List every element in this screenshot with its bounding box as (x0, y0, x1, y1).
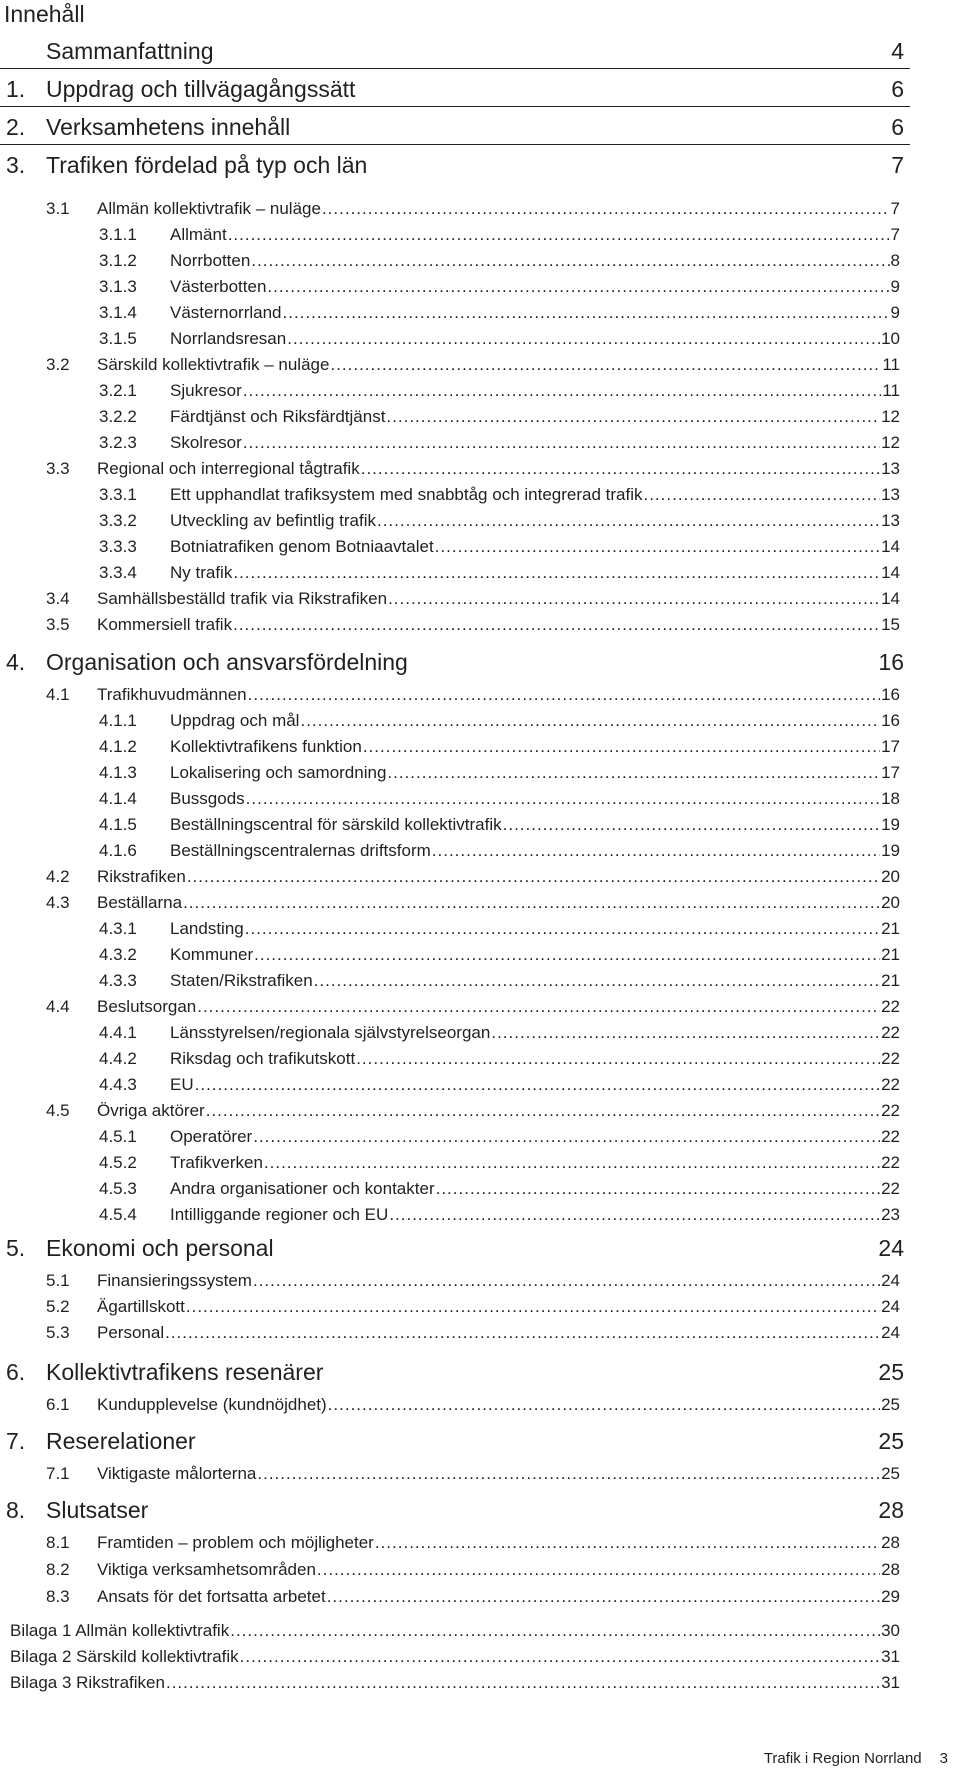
toc-section-entry[interactable] (99, 1023, 900, 1043)
toc-section-entry[interactable] (99, 329, 900, 349)
toc-dot-leader (322, 199, 890, 219)
toc-dot-leader (327, 1587, 880, 1607)
toc-entry-number: 5.2 (46, 1297, 70, 1316)
toc-entry-page: 31 (881, 1673, 900, 1692)
toc-entry-page: 10 (881, 329, 900, 348)
toc-dot-leader (233, 563, 880, 583)
toc-entry-title: Sjukresor (170, 381, 242, 400)
toc-entry-number: 4.4.1 (99, 1023, 137, 1042)
toc-entry-number: 4.1.5 (99, 815, 137, 834)
toc-appendix-entry[interactable] (10, 1673, 900, 1693)
toc-dot-leader (314, 971, 880, 991)
toc-section-entry[interactable] (46, 997, 900, 1017)
toc-section-entry[interactable] (46, 1323, 900, 1343)
toc-entry-title: Bilaga 3 Rikstrafiken (10, 1673, 165, 1692)
toc-entry-page: 21 (881, 919, 900, 938)
toc-entry-title: Färdtjänst och Riksfärdtjänst (170, 407, 386, 426)
toc-section-entry[interactable] (46, 459, 900, 479)
toc-entry-title: Regional och interregional tågtrafik (97, 459, 360, 478)
toc-entry-number: 4.5.2 (99, 1153, 137, 1172)
toc-dot-leader (491, 1023, 880, 1043)
toc-entry-title: Viktiga verksamhetsområden (97, 1560, 316, 1579)
toc-entry-title: Länsstyrelsen/regionala självstyrelseorgan (170, 1023, 491, 1042)
toc-chapter-entry[interactable] (6, 76, 904, 103)
toc-entry-title: Samhällsbeställd trafik via Rikstrafiken (97, 589, 388, 608)
toc-section-entry[interactable] (99, 841, 900, 861)
toc-entry-page: 25 (878, 1359, 904, 1385)
toc-entry-title: Norrbotten (170, 251, 251, 270)
toc-entry-page: 13 (881, 485, 900, 504)
toc-entry-title: Staten/Rikstrafiken (170, 971, 313, 990)
toc-dot-leader (243, 381, 882, 401)
toc-entry-title: Andra organisationer och kontakter (170, 1179, 435, 1198)
toc-entry-title: EU (170, 1075, 194, 1094)
toc-entry-number: 8.2 (46, 1560, 70, 1579)
toc-dot-leader (363, 737, 880, 757)
toc-entry-number: 5.3 (46, 1323, 70, 1342)
toc-entry-page: 20 (881, 893, 900, 912)
toc-entry-page: 7 (890, 199, 900, 218)
toc-chapter-entry[interactable] (6, 649, 904, 676)
toc-section-entry[interactable] (99, 789, 900, 809)
toc-entry-page: 7 (891, 152, 904, 178)
toc-entry-title: Verksamhetens innehåll (46, 114, 291, 140)
toc-entry-page: 19 (881, 841, 900, 860)
toc-dot-leader (186, 1297, 880, 1317)
toc-dot-leader (166, 1673, 880, 1693)
toc-entry-number: 3.1 (46, 199, 70, 218)
toc-entry-number: 4.3.2 (99, 945, 137, 964)
toc-entry-page: 11 (882, 355, 900, 374)
toc-entry-title: Uppdrag och mål (170, 711, 300, 730)
toc-dot-leader (432, 841, 880, 861)
toc-entry-number: 4.4.2 (99, 1049, 137, 1068)
footer-text: Trafik i Region Norrland (763, 1750, 922, 1767)
toc-entry-title: Utveckling av befintlig trafik (170, 511, 376, 530)
toc-entry-title: Riksdag och trafikutskott (170, 1049, 356, 1068)
toc-entry-page: 14 (881, 589, 900, 608)
toc-dot-leader (257, 1464, 880, 1484)
toc-entry-number: 3.1.3 (99, 277, 137, 296)
toc-entry-number: 4.1 (46, 685, 70, 704)
toc-entry-number: 4.4.3 (99, 1075, 137, 1094)
toc-entry-page: 22 (881, 1075, 900, 1094)
toc-dot-leader (503, 815, 880, 835)
toc-chapter-entry[interactable] (6, 1428, 904, 1455)
toc-entry-number: 4.3 (46, 893, 70, 912)
toc-entry-number: 3. (6, 152, 26, 178)
toc-dot-leader (375, 1533, 880, 1553)
toc-entry-title: Botniatrafiken genom Botniaavtalet (170, 537, 434, 556)
toc-entry-page: 14 (881, 537, 900, 556)
toc-entry-title: Rikstrafiken (97, 867, 186, 886)
toc-entry-title: Ett upphandlat trafiksystem med snabbtåg och integrerad trafik (170, 485, 643, 504)
toc-dot-leader (165, 1323, 880, 1343)
toc-entry-title: Trafikhuvudmännen (97, 685, 247, 704)
toc-dot-leader (251, 251, 889, 271)
toc-entry-number: 5.1 (46, 1271, 70, 1290)
toc-entry-number: 4.1.1 (99, 711, 137, 730)
toc-entry-page: 22 (881, 1179, 900, 1198)
toc-entry-title: Ekonomi och personal (46, 1235, 274, 1261)
toc-section-entry[interactable] (99, 537, 900, 557)
toc-entry-page: 8 (890, 251, 900, 270)
toc-entry-title: Beställarna (97, 893, 183, 912)
toc-entry-number: 4.5.4 (99, 1205, 137, 1224)
toc-section-entry[interactable] (46, 199, 900, 219)
toc-entry-page: 21 (881, 971, 900, 990)
toc-dot-leader (377, 511, 880, 531)
toc-entry-page: 24 (881, 1271, 900, 1290)
toc-entry-title: Viktigaste målorterna (97, 1464, 257, 1483)
toc-dot-leader (243, 433, 880, 453)
toc-entry-number: 4.1.6 (99, 841, 137, 860)
toc-dot-leader (264, 1153, 880, 1173)
toc-dot-leader (248, 685, 880, 705)
toc-entry-page: 22 (881, 997, 900, 1016)
toc-entry-page: 7 (890, 225, 900, 244)
toc-entry-page: 18 (881, 789, 900, 808)
toc-section-entry[interactable] (99, 225, 900, 245)
toc-entry-number: 6.1 (46, 1395, 70, 1414)
toc-entry-page: 13 (881, 511, 900, 530)
toc-dot-leader (436, 1179, 880, 1199)
toc-section-entry[interactable] (99, 1205, 900, 1225)
toc-dot-leader (356, 1049, 880, 1069)
toc-entry-title: Allmän kollektivtrafik – nuläge (97, 199, 321, 218)
toc-section-entry[interactable] (99, 1075, 900, 1095)
toc-section-entry[interactable] (99, 381, 900, 401)
toc-entry-title: Västerbotten (170, 277, 267, 296)
toc-section-entry[interactable] (46, 1587, 900, 1607)
toc-entry-number: 4.3.3 (99, 971, 137, 990)
toc-entry-page: 12 (881, 407, 900, 426)
toc-section-entry[interactable] (46, 1533, 900, 1553)
toc-entry-title: Finansieringssystem (97, 1271, 252, 1290)
toc-chapter-entry[interactable] (6, 152, 904, 179)
toc-entry-title: Beslutsorgan (97, 997, 197, 1016)
toc-section-entry[interactable] (46, 867, 900, 887)
toc-entry-page: 11 (882, 381, 900, 400)
toc-entry-number: 6. (6, 1359, 26, 1385)
toc-entry-page: 22 (881, 1023, 900, 1042)
toc-dot-leader (206, 1101, 880, 1121)
toc-entry-title: Sammanfattning (46, 38, 214, 64)
toc-section-entry[interactable] (99, 763, 900, 783)
toc-entry-number: 3.3.1 (99, 485, 137, 504)
toc-entry-title: Bilaga 2 Särskild kollektivtrafik (10, 1647, 239, 1666)
toc-entry-title: Operatörer (170, 1127, 253, 1146)
toc-entry-number: 3.1.4 (99, 303, 137, 322)
toc-entry-page: 28 (881, 1560, 900, 1579)
toc-entry-page: 22 (881, 1127, 900, 1146)
toc-dot-leader (435, 537, 880, 557)
toc-entry-title: Personal (97, 1323, 165, 1342)
toc-entry-title: Organisation och ansvarsfördelning (46, 649, 408, 675)
toc-entry-page: 28 (878, 1497, 904, 1523)
toc-entry-page: 16 (881, 685, 900, 704)
toc-entry-number: 7. (6, 1428, 26, 1454)
toc-entry-page: 31 (881, 1647, 900, 1666)
toc-entry-title: Norrlandsresan (170, 329, 287, 348)
toc-section-entry[interactable] (99, 303, 900, 323)
toc-section-entry[interactable] (99, 1153, 900, 1173)
toc-entry-title: Skolresor (170, 433, 242, 452)
toc-entry-page: 29 (881, 1587, 900, 1606)
toc-entry-number: 4.4 (46, 997, 70, 1016)
toc-entry-number: 3.3.2 (99, 511, 137, 530)
toc-entry-number: 3.1.5 (99, 329, 137, 348)
toc-entry-number: 5. (6, 1235, 26, 1261)
toc-entry-page: 20 (881, 867, 900, 886)
toc-section-entry[interactable] (99, 945, 900, 965)
toc-dot-leader (643, 485, 880, 505)
toc-entry-number: 8. (6, 1497, 26, 1523)
toc-section-entry[interactable] (99, 485, 900, 505)
toc-entry-page: 30 (881, 1621, 900, 1640)
toc-entry-title: Kommuner (170, 945, 254, 964)
toc-entry-page: 12 (881, 433, 900, 452)
toc-entry-number: 4. (6, 649, 26, 675)
toc-entry-title: Kundupplevelse (kundnöjdhet) (97, 1395, 327, 1414)
toc-chapter-entry[interactable] (6, 114, 904, 141)
toc-dot-leader (240, 1647, 880, 1667)
page-title: Innehåll (4, 1, 85, 27)
toc-entry-number: 4.1.3 (99, 763, 137, 782)
toc-chapter-entry[interactable] (6, 1359, 904, 1386)
toc-entry-page: 16 (881, 711, 900, 730)
toc-entry-title: Beställningscentral för särskild kollektivtrafik (170, 815, 502, 834)
toc-entry-title: Bilaga 1 Allmän kollektivtrafik (10, 1621, 230, 1640)
toc-section-entry[interactable] (99, 711, 900, 731)
toc-section-entry[interactable] (99, 737, 900, 757)
toc-entry-number: 3.2.1 (99, 381, 137, 400)
toc-section-entry[interactable] (46, 1271, 900, 1291)
toc-entry-page: 9 (890, 303, 900, 322)
toc-entry-page: 24 (881, 1323, 900, 1342)
toc-entry-title: Övriga aktörer (97, 1101, 205, 1120)
toc-entry-page: 14 (881, 563, 900, 582)
toc-entry-number: 2. (6, 114, 26, 140)
toc-entry-page: 17 (881, 763, 900, 782)
toc-entry-title: Slutsatser (46, 1497, 149, 1523)
toc-entry-number: 4.1.2 (99, 737, 137, 756)
toc-entry-page: 6 (891, 76, 904, 102)
toc-entry-number: 8.3 (46, 1587, 70, 1606)
toc-section-entry[interactable] (99, 511, 900, 531)
toc-dot-leader (300, 711, 880, 731)
toc-section-entry[interactable] (46, 1464, 900, 1484)
toc-section-entry[interactable] (46, 893, 900, 913)
toc-entry-number: 7.1 (46, 1464, 70, 1483)
toc-dot-leader (287, 329, 880, 349)
toc-entry-number: 3.5 (46, 615, 70, 634)
toc-entry-page: 21 (881, 945, 900, 964)
toc-section-entry[interactable] (99, 251, 900, 271)
toc-section-entry[interactable] (99, 277, 900, 297)
toc-entry-page: 25 (881, 1464, 900, 1483)
toc-entry-page: 13 (881, 459, 900, 478)
toc-dot-leader (233, 615, 880, 635)
toc-section-entry[interactable] (99, 563, 900, 583)
toc-entry-title: Särskild kollektivtrafik – nuläge (97, 355, 330, 374)
toc-section-entry[interactable] (99, 971, 900, 991)
toc-entry-number: 4.5 (46, 1101, 70, 1120)
toc-entry-number: 3.3.3 (99, 537, 137, 556)
toc-entry-title: Ny trafik (170, 563, 233, 582)
toc-entry-page: 23 (881, 1205, 900, 1224)
toc-entry-number: 4.2 (46, 867, 70, 886)
toc-entry-page: 28 (881, 1533, 900, 1552)
toc-entry-title: Uppdrag och tillvägagångssätt (46, 76, 356, 102)
toc-entry-title: Framtiden – problem och möjligheter (97, 1533, 374, 1552)
toc-entry-number: 3.2.3 (99, 433, 137, 452)
toc-entry-title: Västernorrland (170, 303, 282, 322)
toc-dot-leader (246, 789, 880, 809)
toc-dot-leader (317, 1560, 880, 1580)
toc-entry-title: Lokalisering och samordning (170, 763, 387, 782)
toc-chapter-entry[interactable] (6, 1235, 904, 1262)
toc-entry-page: 24 (878, 1235, 904, 1261)
toc-entry-title: Landsting (170, 919, 244, 938)
toc-entry-title: Allmänt (170, 225, 227, 244)
toc-dot-leader (187, 867, 880, 887)
footer-page-number: 3 (939, 1750, 948, 1767)
toc-dot-leader (267, 277, 889, 297)
toc-dot-leader (328, 1395, 880, 1415)
toc-dot-leader (388, 589, 880, 609)
toc-section-entry[interactable] (46, 1101, 900, 1121)
toc-entry-number: 3.2.2 (99, 407, 137, 426)
toc-dot-leader (387, 763, 880, 783)
toc-entry-title: Ägartillskott (97, 1297, 185, 1316)
toc-dot-leader (389, 1205, 880, 1225)
toc-dot-leader (386, 407, 880, 427)
toc-dot-leader (183, 893, 880, 913)
toc-dot-leader (230, 1621, 880, 1641)
toc-entry-number: 4.5.3 (99, 1179, 137, 1198)
toc-entry-page: 22 (881, 1049, 900, 1068)
toc-entry-page: 19 (881, 815, 900, 834)
toc-chapter-entry[interactable] (6, 38, 904, 65)
toc-section-entry[interactable] (46, 355, 900, 375)
toc-entry-number: 4.1.4 (99, 789, 137, 808)
toc-appendix-entry[interactable] (10, 1647, 900, 1667)
toc-entry-page: 9 (890, 277, 900, 296)
toc-dot-leader (195, 1075, 880, 1095)
toc-entry-page: 4 (891, 38, 904, 64)
toc-dot-leader (330, 355, 881, 375)
toc-entry-page: 24 (881, 1297, 900, 1316)
toc-entry-page: 16 (878, 649, 904, 675)
toc-section-entry[interactable] (46, 615, 900, 635)
toc-chapter-entry[interactable] (6, 1497, 904, 1524)
toc-section-entry[interactable] (99, 919, 900, 939)
toc-dot-leader (361, 459, 880, 479)
toc-entry-title: Beställningscentralernas driftsform (170, 841, 431, 860)
toc-dot-leader (254, 945, 880, 965)
toc-entry-title: Bussgods (170, 789, 245, 808)
toc-entry-title: Intilliggande regioner och EU (170, 1205, 389, 1224)
toc-section-entry[interactable] (99, 815, 900, 835)
toc-dot-leader (253, 1271, 880, 1291)
toc-entry-title: Kollektivtrafikens funktion (170, 737, 362, 756)
toc-entry-number: 3.4 (46, 589, 70, 608)
toc-section-entry[interactable] (46, 1560, 900, 1580)
toc-entry-page: 25 (881, 1395, 900, 1414)
toc-entry-number: 3.3.4 (99, 563, 137, 582)
toc-section-entry[interactable] (46, 685, 900, 705)
toc-entry-title: Kollektivtrafikens resenärer (46, 1359, 324, 1385)
toc-dot-leader (245, 919, 880, 939)
toc-section-entry[interactable] (99, 433, 900, 453)
toc-entry-number: 1. (6, 76, 26, 102)
toc-dot-leader (253, 1127, 880, 1147)
toc-section-entry[interactable] (99, 1049, 900, 1069)
toc-entry-page: 22 (881, 1153, 900, 1172)
toc-section-entry[interactable] (99, 1179, 900, 1199)
toc-dot-leader (228, 225, 890, 245)
toc-section-entry[interactable] (99, 407, 900, 427)
toc-section-entry[interactable] (46, 1297, 900, 1317)
toc-entry-page: 25 (878, 1428, 904, 1454)
toc-appendix-entry[interactable] (10, 1621, 900, 1641)
toc-entry-page: 15 (881, 615, 900, 634)
toc-entry-number: 4.3.1 (99, 919, 137, 938)
toc-entry-title: Ansats för det fortsatta arbetet (97, 1587, 326, 1606)
toc-entry-title: Reserelationer (46, 1428, 196, 1454)
toc-entry-number: 3.3 (46, 459, 70, 478)
toc-entry-number: 4.5.1 (99, 1127, 137, 1146)
toc-entry-number: 3.1.1 (99, 225, 137, 244)
toc-entry-title: Trafiken fördelad på typ och län (46, 152, 368, 178)
toc-entry-number: 3.2 (46, 355, 70, 374)
toc-dot-leader (197, 997, 880, 1017)
toc-entry-page: 17 (881, 737, 900, 756)
toc-section-entry[interactable] (99, 1127, 900, 1147)
toc-entry-page: 6 (891, 114, 904, 140)
toc-entry-title: Kommersiell trafik (97, 615, 233, 634)
toc-entry-number: 8.1 (46, 1533, 70, 1552)
toc-entry-number: 3.1.2 (99, 251, 137, 270)
toc-section-entry[interactable] (46, 1395, 900, 1415)
toc-dot-leader (283, 303, 890, 323)
toc-section-entry[interactable] (46, 589, 900, 609)
page-footer (746, 1750, 948, 1767)
toc-entry-page: 22 (881, 1101, 900, 1120)
toc-entry-title: Trafikverken (170, 1153, 263, 1172)
